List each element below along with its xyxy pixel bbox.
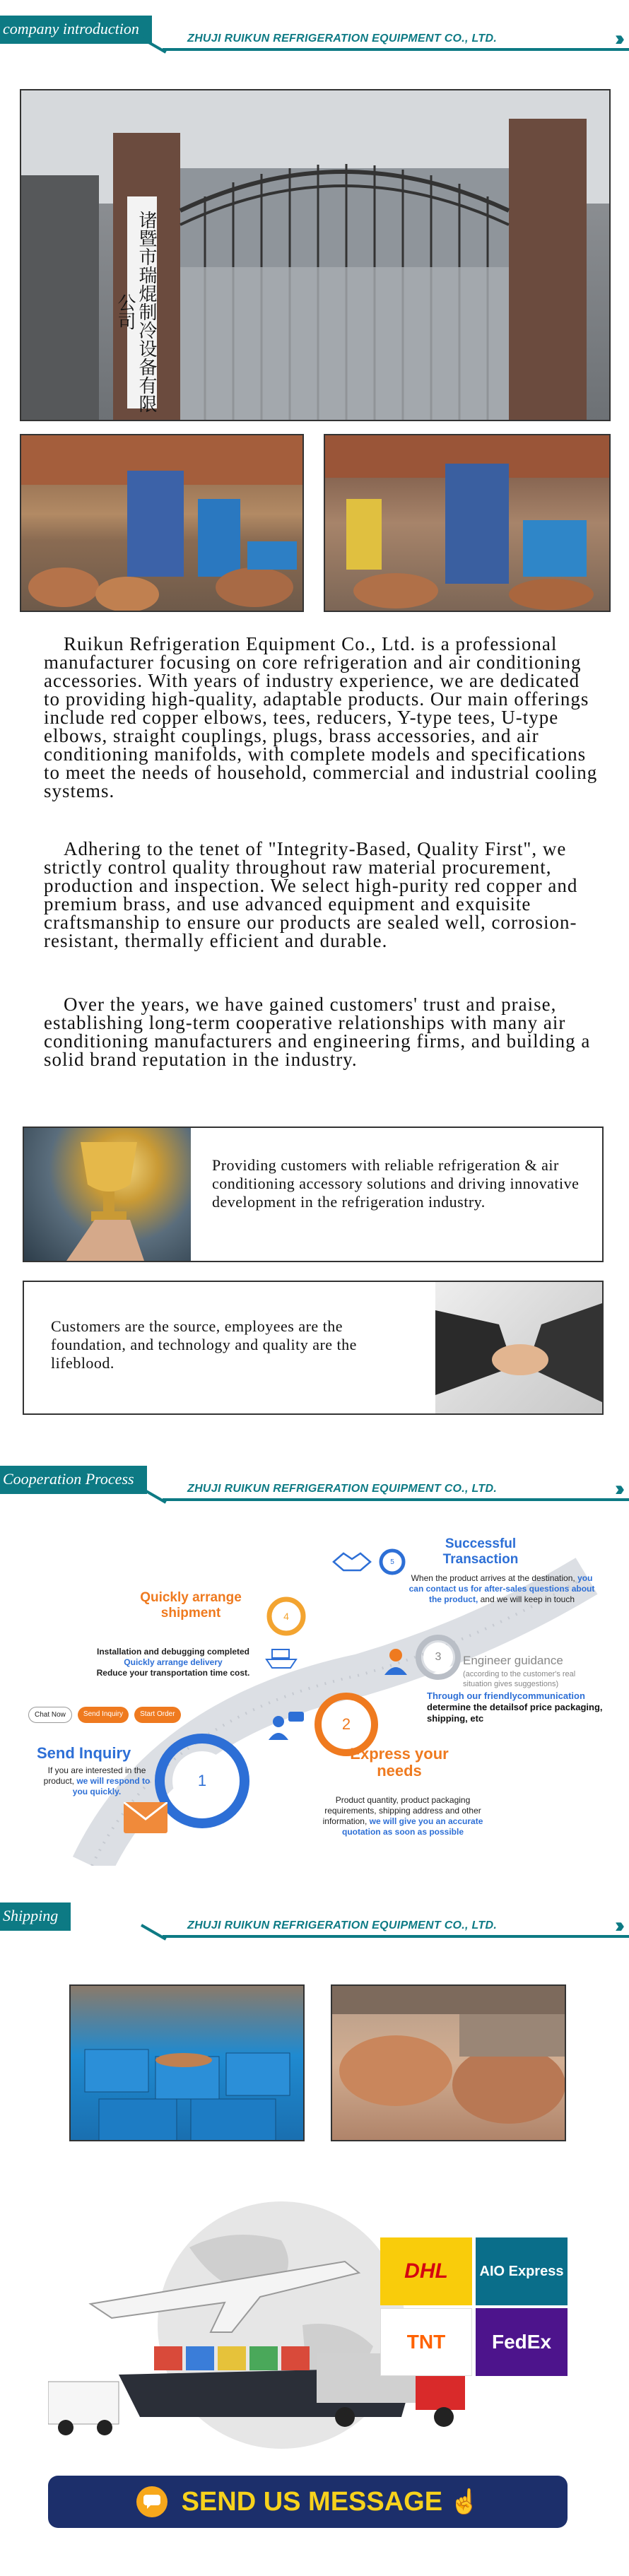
pointer-hand-icon: ☝ — [449, 2488, 480, 2515]
step-1-desc: If you are interested in the product, we will respond to you quickly. — [43, 1765, 151, 1796]
start-order-chip[interactable]: Start Order — [134, 1707, 180, 1723]
step-3-number: 3 — [423, 1642, 453, 1672]
company-name: ZHUJI RUIKUN REFRIGERATION EQUIPMENT CO., LTD. — [187, 1919, 498, 1931]
values-box — [23, 1281, 604, 1415]
step-5-number: 5 — [384, 1554, 400, 1570]
section-tag: Shipping — [0, 1902, 71, 1931]
trophy-photo — [24, 1128, 191, 1261]
step-4-title: Quickly arrange shipment — [140, 1590, 242, 1621]
section-header-intro — [0, 6, 629, 48]
fedex-logo: FedEx — [476, 2308, 568, 2376]
send-message-button[interactable] — [48, 2476, 568, 2528]
step-1-number: 1 — [172, 1751, 232, 1811]
chat-now-chip[interactable]: Chat Now — [28, 1707, 72, 1723]
intro-paragraph-3: Over the years, we have gained customers' trust and praise, establishing long-term cooperative relationships with many air conditioning manufacturers and engineering firms, and building a solid brand reputation in the industry. — [44, 994, 591, 1070]
step-1-chips — [28, 1707, 181, 1723]
chevrons-icon: ››› — [615, 1477, 619, 1500]
step-1-title: Send Inquiry — [37, 1744, 131, 1762]
mission-text: Providing customers with reliable refrigeration & air conditioning accessory solutions and driving innovative development in the refrigeration industry. — [212, 1156, 580, 1211]
chat-bubble-icon — [136, 2486, 167, 2517]
ship-icon — [265, 1647, 298, 1671]
chevrons-icon: ››› — [615, 1914, 619, 1937]
send-message-label: SEND US MESSAGE — [181, 2486, 443, 2517]
company-name: ZHUJI RUIKUN REFRIGERATION EQUIPMENT CO., LTD. — [187, 33, 498, 45]
send-inquiry-chip[interactable]: Send Inquiry — [78, 1707, 129, 1723]
logistics-graphic — [48, 2184, 578, 2452]
step-5-desc: When the product arrives at the destination, you can contact us for after-sales questions about the product, and we will keep in touch — [408, 1573, 595, 1604]
step-3-desc: Through our friendlycommunication determine the detailsof price packaging, shipping, etc — [427, 1690, 603, 1724]
envelope-icon — [124, 1802, 167, 1833]
section-header-shipping — [0, 1893, 629, 1935]
handshake-icon — [332, 1548, 372, 1573]
cooperation-process-diagram — [21, 1534, 608, 1866]
step-3-sub: (according to the customer's real situation gives suggestions) — [463, 1670, 576, 1688]
section-tag: Cooperation Process — [0, 1466, 147, 1494]
aio-express-logo: AIO Express — [476, 2237, 568, 2305]
chevrons-icon: ››› — [615, 27, 619, 50]
step-5-title: Successful Transaction — [442, 1536, 519, 1567]
gate-sign: 诸暨市瑞焜制冷设备有限公司 — [114, 211, 157, 413]
step-4-number: 4 — [274, 1604, 299, 1629]
engineer-icon — [382, 1647, 410, 1675]
person-chat-icon — [269, 1712, 294, 1740]
intro-paragraph-2: Adhering to the tenet of "Integrity-Based, Quality First", we strictly control quality throughout raw material procurement, production and inspection. We select high-purity red copper and premium brass, and use advanced equipment and exquisite craftsmanship to ensure our products are sealed well, corrosion-resistant, thermally efficient and durable. — [44, 838, 578, 951]
intro-paragraph-1: Ruikun Refrigeration Equipment Co., Ltd. is a professional manufacturer focusing on core refrigeration and air conditioning accessories. With years of industry experience, we are dedicated to providing high-quality, adaptable products. Our main offerings include red copper elbows, tees, reducers, Y-type tees, U-type elbows, straight couplings, plugs, brass accessories, and air conditioning manifolds, with complete models and specifications to meet the needs of household, commercial and industrial cooling systems. — [44, 633, 598, 801]
dhl-logo: DHL — [380, 2237, 472, 2305]
step-2-desc: Product quantity, product packaging requirements, shipping address and other information, we will give you an accurate quotation as soon as possible — [322, 1795, 483, 1837]
tnt-logo: TNT — [380, 2308, 472, 2376]
step-4-desc: Installation and debugging completed Quickly arrange delivery Reduce your transportation time cost. — [96, 1647, 250, 1678]
copper-fittings-photo — [331, 1984, 566, 2141]
step-2-title: Express your needs — [350, 1745, 449, 1780]
step-2-number: 2 — [325, 1703, 368, 1746]
packed-crates-photo — [69, 1984, 305, 2141]
values-text: Customers are the source, employees are the foundation, and technology and quality are the lifeblood. — [51, 1317, 357, 1372]
step-3-title: Engineer guidance — [463, 1654, 563, 1667]
workshop-photo-2 — [324, 434, 611, 612]
handshake-photo — [435, 1282, 602, 1413]
mission-box — [23, 1127, 604, 1262]
workshop-photo-1 — [20, 434, 304, 612]
factory-gate-photo — [20, 89, 611, 421]
section-header-process — [0, 1456, 629, 1498]
company-name: ZHUJI RUIKUN REFRIGERATION EQUIPMENT CO., LTD. — [187, 1483, 498, 1495]
section-tag: company introduction — [0, 16, 152, 44]
